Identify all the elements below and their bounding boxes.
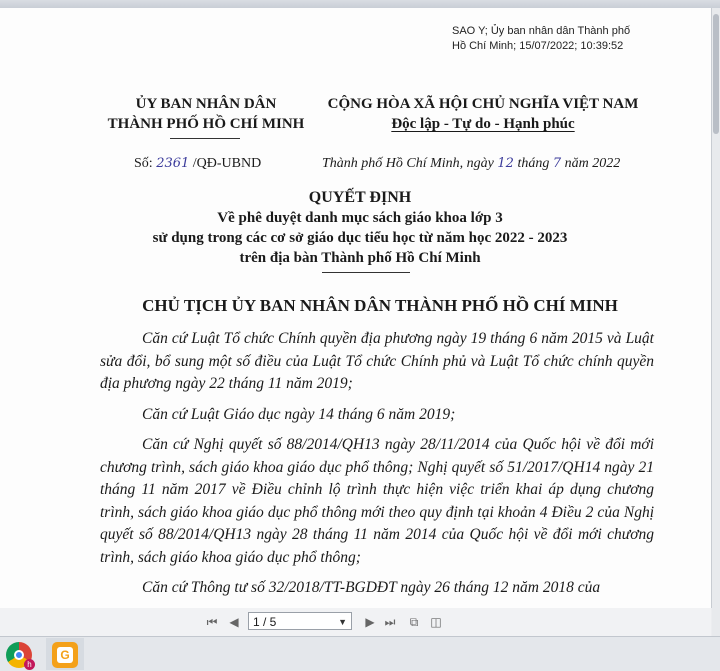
date-day: 12 — [497, 156, 514, 171]
title-main: QUYẾT ĐỊNH — [308, 189, 412, 206]
chevron-down-icon: ▼ — [338, 617, 347, 627]
stamp-line-2: Hồ Chí Minh; 15/07/2022; 10:39:52 — [452, 40, 624, 52]
scrollbar-thumb[interactable] — [713, 14, 719, 134]
prev-icon[interactable]: ◀ — [229, 615, 239, 629]
copy-icon[interactable]: ⧉ — [409, 615, 419, 629]
title-line-3: trên địa bàn Thành phố Hồ Chí Minh — [239, 250, 481, 266]
pdf-viewer-toolbar — [0, 608, 712, 636]
digital-copy-stamp — [452, 24, 630, 54]
paragraph: Căn cứ Luật Giáo dục ngày 14 tháng 6 năm 2019; — [142, 405, 456, 423]
agency-underline — [170, 138, 240, 139]
national-motto: Độc lập - Tự do - Hạnh phúc — [391, 116, 575, 132]
so-number: 2361 — [156, 156, 190, 171]
so-suffix: /QĐ-UBND — [192, 156, 262, 171]
layout-icon[interactable]: ◫ — [430, 615, 442, 629]
issuing-agency — [96, 94, 316, 134]
document-app-icon[interactable] — [52, 642, 78, 668]
title-line-1: Về phê duyệt danh mục sách giáo khoa lớp 3 — [217, 210, 503, 226]
taskbar — [0, 636, 720, 671]
issue-date — [322, 156, 620, 172]
document-body — [100, 328, 654, 608]
page-selector[interactable] — [248, 612, 352, 630]
national-header — [308, 94, 658, 134]
decision-title — [120, 188, 600, 268]
nation-name: CỘNG HÒA XÃ HỘI CHỦ NGHĨA VIỆT NAM — [327, 96, 639, 112]
date-month-label: tháng — [517, 156, 550, 171]
chairman-heading: CHỦ TỊCH ỦY BAN NHÂN DÂN THÀNH PHỐ HỒ CHÍ MINH — [142, 296, 618, 315]
profile-badge: h — [24, 659, 35, 670]
so-label: Số: — [134, 156, 153, 171]
date-month: 7 — [552, 156, 562, 171]
paragraph: Căn cứ Thông tư số 32/2018/TT-BGDĐT ngày 26 tháng 12 năm 2018 của — [142, 579, 601, 596]
page-indicator: 1 / 5 — [253, 615, 277, 629]
skip-forward-icon[interactable]: ⏭ — [384, 615, 396, 629]
stamp-line-1: SAO Y; Ủy ban nhân dân Thành phố — [452, 25, 631, 37]
paragraph: Căn cứ Nghị quyết số 88/2014/QH13 ngày 28/11/2014 của Quốc hội về đổi mới chương trình, sách giáo khoa giáo dục phổ thông; Nghị quyết số 51/2017/QH14 ngày 21 tháng 11 năm 2017 về Điều chỉnh lộ trình thực hiện việc triển khai áp dụng chương trình, sách giáo khoa giáo dục phổ thông mới theo quy định tại khoản 4 Điều 2 của Nghị quyết số 88/2014/QH13 ngày 28 tháng 11 năm 2014 của Quốc hội về đổi mới chương trình, sách giáo khoa giáo dục phổ thông; — [100, 436, 654, 566]
agency-line-1: ỦY BAN NHÂN DÂN — [135, 96, 277, 112]
date-prefix: Thành phố Hồ Chí Minh, ngày — [322, 156, 494, 171]
document-number — [134, 156, 261, 172]
chrome-center — [14, 650, 24, 660]
agency-line-2: THÀNH PHỐ HỒ CHÍ MINH — [107, 116, 305, 132]
date-year: năm 2022 — [564, 156, 621, 171]
title-line-2: sử dụng trong các cơ sở giáo dục tiểu học từ năm học 2022 - 2023 — [152, 230, 568, 246]
title-underline — [322, 272, 410, 273]
chrome-browser-icon[interactable] — [6, 642, 32, 668]
vertical-scrollbar[interactable] — [711, 8, 720, 636]
skip-back-icon[interactable]: ⏮ — [206, 615, 218, 629]
paragraph: Căn cứ Luật Tổ chức Chính quyền địa phương ngày 19 tháng 6 năm 2015 và Luật sửa đổi, bổ sung một số điều của Luật Tổ chức Chính phủ và Luật Tổ chức chính quyền địa phương ngày 22 tháng 11 năm 2019; — [100, 330, 654, 392]
next-icon[interactable]: ▶ — [365, 615, 375, 629]
app-glyph: G — [57, 647, 73, 663]
